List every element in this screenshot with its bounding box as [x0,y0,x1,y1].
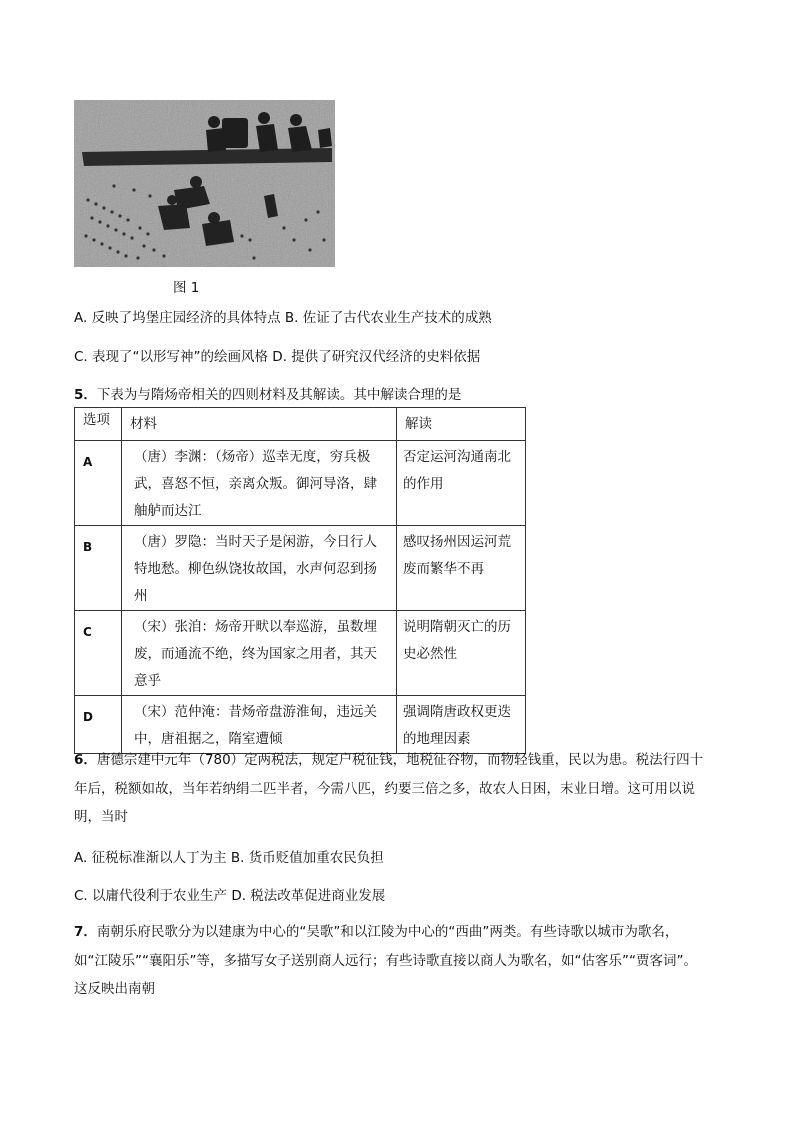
figure-caption: 图 1 [173,280,200,296]
mural-farming-scene-icon [74,100,335,267]
q6-number: 6． [74,752,97,768]
table-header-option: 选项 [75,408,122,441]
table-header-material: 材料 [122,408,397,441]
q7-stem [74,918,706,1004]
q6-option-a: A. 征税标准渐以人丁为主 [74,850,227,866]
q6-options-row-1 [74,846,384,866]
row-option: A [83,455,93,469]
table-row [75,611,526,696]
table-row [75,696,526,754]
q4-options-row-1 [74,306,492,326]
figure-1-image [74,100,335,267]
table-row [75,441,526,526]
q4-option-b: B. 佐证了古代农业生产技术的成熟 [284,310,492,326]
q6-option-d: D. 税法改革促进商业发展 [231,888,386,904]
q5-stem [74,383,461,403]
table-header-row [75,408,526,441]
q6-stem-text: 唐德宗建中元年（780）定两税法，规定户税征钱，地税征谷物，而物轻钱重，民以为患。税法行四十年后，税额如故，当年若纳绢二匹半者，今需八匹，约要三倍之多，故农人日困，末业日增。这可用以说明，当时 [74,752,704,825]
q5-stem-text: 下表为与隋炀帝相关的四则材料及其解读。其中解读合理的是 [96,387,462,403]
row-option: B [83,540,93,554]
q6-option-b: B. 货币贬值加重农民负担 [230,850,384,866]
table-header-interpretation: 解读 [397,408,526,441]
q4-option-a: A. 反映了坞堡庄园经济的具体特点 [74,310,281,326]
row-material: （唐）罗隐：当时天子是闲游，今日行人特地愁。柳色纵饶妆故国，水声何忍到扬州 [134,534,377,604]
q6-options-row-2 [74,884,385,904]
row-interpretation: 强调隋唐政权更迭的地理因素 [403,704,511,747]
q6-stem [74,746,706,832]
row-interpretation: 说明隋朝灭亡的历史必然性 [403,619,511,662]
q4-options-row-2 [74,345,480,365]
row-interpretation: 否定运河沟通南北的作用 [403,449,511,492]
q6-option-c: C. 以庸代役利于农业生产 [74,888,228,904]
row-interpretation: 感叹扬州因运河荒废而繁华不再 [403,534,511,577]
row-option: D [83,710,93,724]
q7-number: 7． [74,924,97,940]
row-material: （宋）张洎：炀帝开畎以奉巡游，虽数埋废，而通流不绝，终为国家之用者，其天意乎 [134,619,377,689]
table-row [75,526,526,611]
q4-option-d: D. 提供了研究汉代经济的史料依据 [272,349,481,365]
row-material: （唐）李渊：（炀帝）巡幸无度，穷兵极武，喜怒不恒，亲离众叛。御河导洛，肆舳舻而达江 [134,449,377,519]
q7-stem-text: 南朝乐府民歌分为以建康为中心的“吴歌”和以江陵为中心的“西曲”两类。有些诗歌以城市为歌名，如“江陵乐”“襄阳乐”等，多描写女子送别商人远行；有些诗歌直接以商人为歌名，如“估客乐”“贾客词”。这反映出南朝 [74,924,697,997]
row-option: C [83,625,92,639]
q5-number: 5． [74,387,97,403]
q4-option-c: C. 表现了“以形写神”的绘画风格 [74,349,268,365]
row-material: （宋）范仲淹：昔炀帝盘游淮甸，违远关中，唐祖据之，隋室遭倾 [134,704,377,747]
q5-table [74,407,526,754]
